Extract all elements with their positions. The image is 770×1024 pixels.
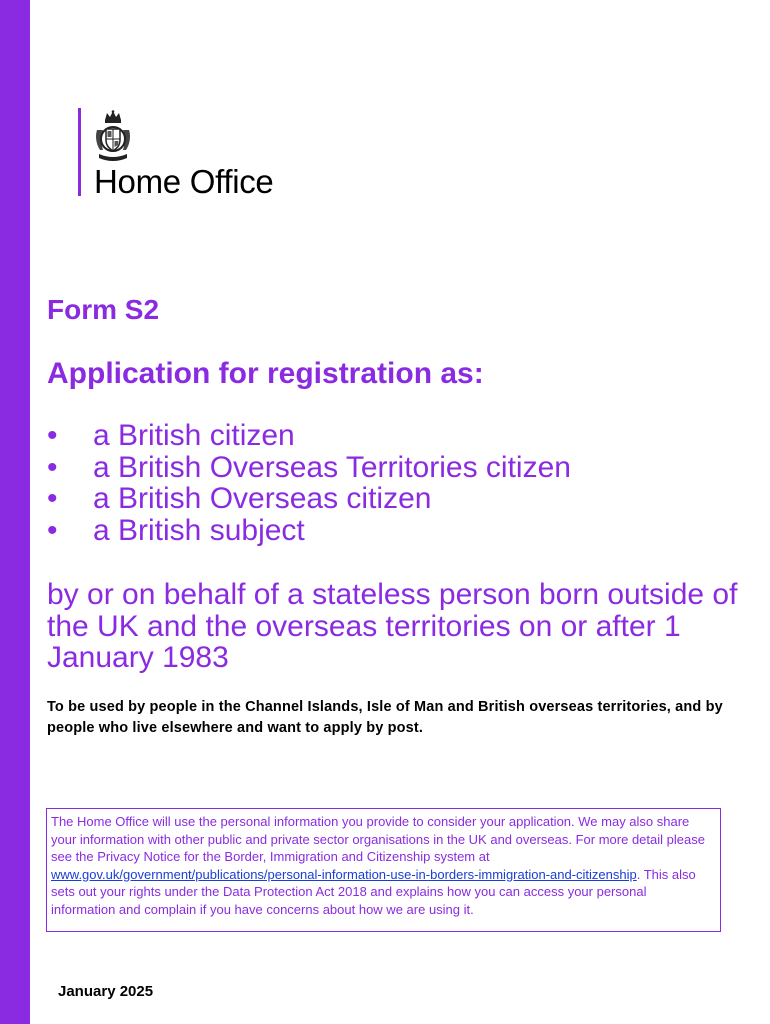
bullet: •: [47, 450, 58, 484]
list-item: [47, 515, 571, 547]
bullet: •: [47, 419, 58, 452]
privacy-text-rights: . This also sets out your rights under the Data Protection Act 2018 and explains how you can access your personal information and complain if you have concerns about how we are using it.: [51, 866, 696, 917]
application-heading: Application for registration as:: [47, 357, 484, 390]
option-label: a British Overseas Territories citizen: [93, 450, 571, 484]
privacy-text-intro: The Home Office will use the personal information you provide to consider your application. We may also share your information with other public and private sector organisations in the UK and overseas. For more detail please see the Privacy Notice for the Border, Immigration and Citizenship system at: [51, 814, 705, 864]
publication-date: January 2025: [58, 983, 154, 1000]
bullet: •: [47, 513, 58, 547]
home-office-logo: [78, 108, 338, 200]
usage-note: To be used by people in the Channel Islands, Isle of Man and British overseas territories, and by people who live elsewhere and want to apply by post.: [47, 699, 723, 736]
eligibility-statement: by or on behalf of a stateless person born outside of the UK and the overseas territories on or after 1 January 1983: [47, 578, 738, 674]
bullet: •: [47, 482, 58, 515]
privacy-notice-box: [46, 808, 721, 932]
logo-divider: [78, 108, 81, 196]
form-title: Form S2: [47, 294, 160, 325]
left-accent-bar: [0, 0, 30, 1024]
option-label: a British subject: [93, 513, 305, 547]
citizenship-options-list: [47, 420, 571, 546]
list-item: [47, 483, 571, 515]
list-item: [47, 420, 571, 452]
option-label: a British Overseas citizen: [93, 482, 432, 515]
royal-crest-icon: [94, 110, 132, 166]
list-item: [47, 452, 571, 484]
department-name: Home Office: [94, 163, 274, 200]
privacy-notice-link[interactable]: www.gov.uk/government/publications/personal-information-use-in-borders-immigration-and-citizenship: [51, 866, 637, 882]
option-label: a British citizen: [93, 419, 295, 452]
